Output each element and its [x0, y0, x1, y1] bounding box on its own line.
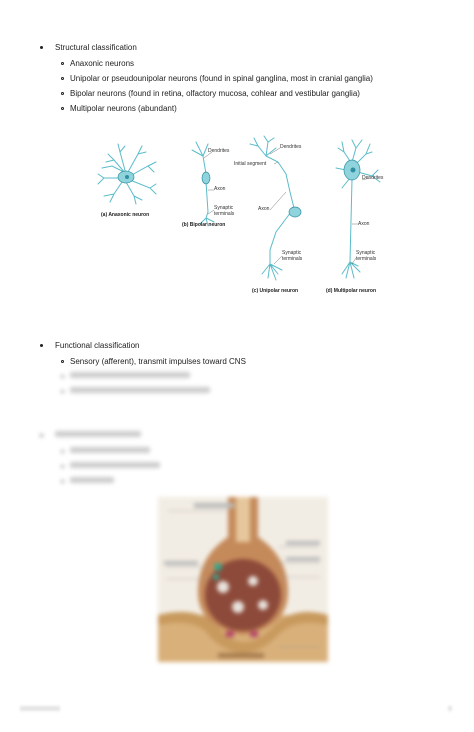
obscured-line	[55, 431, 141, 437]
obscured-line	[70, 447, 150, 453]
sub-bullet	[61, 465, 64, 468]
label-unipolar: (c) Unipolar neuron	[252, 288, 299, 294]
bipolar-neuron	[192, 142, 214, 226]
callout-synaptic-terminals: Synaptic terminals	[356, 250, 377, 262]
footer-text	[20, 706, 60, 711]
sub-bullet	[61, 77, 64, 80]
sub-bullet	[61, 92, 64, 95]
callout-axon: Axon	[214, 186, 226, 192]
obscured-line	[70, 372, 190, 378]
callout-axon: Axon	[258, 206, 270, 212]
bullet	[40, 344, 43, 347]
list-item: Multipolar neurons (abundant)	[70, 104, 177, 113]
synapse-illustration	[158, 497, 328, 662]
sub-bullet	[61, 62, 64, 65]
unipolar-soma	[289, 207, 301, 217]
bullet	[40, 434, 43, 437]
sub-bullet	[61, 375, 64, 378]
sub-bullet	[61, 390, 64, 393]
callout-synaptic-terminals: Synaptic terminals	[282, 250, 303, 262]
list-item: Sensory (afferent), transmit impulses toward CNS	[70, 357, 246, 366]
structural-heading: Structural classification	[55, 43, 137, 52]
list-item: Unipolar or pseudounipolar neurons (found in spinal ganglina, most in cranial ganglia)	[70, 74, 373, 83]
synapse-figure	[158, 497, 328, 662]
sub-bullet	[61, 450, 64, 453]
sub-bullet	[61, 107, 64, 110]
functional-heading: Functional classification	[55, 341, 140, 350]
label-multipolar: (d) Multipolar neuron	[326, 288, 376, 294]
label-bipolar: (b) Bipolar neuron	[182, 222, 226, 228]
list-item: Bipolar neurons (found in retina, olfactory mucosa, cohlear and vestibular ganglia)	[70, 89, 360, 98]
bullet	[40, 46, 43, 49]
obscured-line	[70, 462, 160, 468]
callout-dendrites: Dendrites	[362, 175, 384, 181]
nucleus	[351, 168, 356, 173]
neuron-types-figure	[90, 132, 390, 302]
callout-synaptic-terminals: Synaptic terminals	[214, 205, 235, 217]
sub-bullet	[61, 480, 64, 483]
callout-axon: Axon	[358, 221, 370, 227]
page-number	[448, 706, 452, 711]
bipolar-soma	[202, 172, 210, 184]
list-item: Anaxonic neurons	[70, 59, 135, 68]
nucleus	[125, 175, 129, 179]
callout-dendrites: Dendrites	[208, 148, 230, 154]
label-anaxonic: (a) Anaxonic neuron	[101, 212, 150, 218]
obscured-line	[70, 387, 210, 393]
sub-bullet	[61, 360, 64, 363]
obscured-line	[70, 477, 114, 483]
callout-dendrites: Dendrites	[280, 144, 302, 150]
callout-initial-segment: Initial segment	[234, 161, 267, 167]
